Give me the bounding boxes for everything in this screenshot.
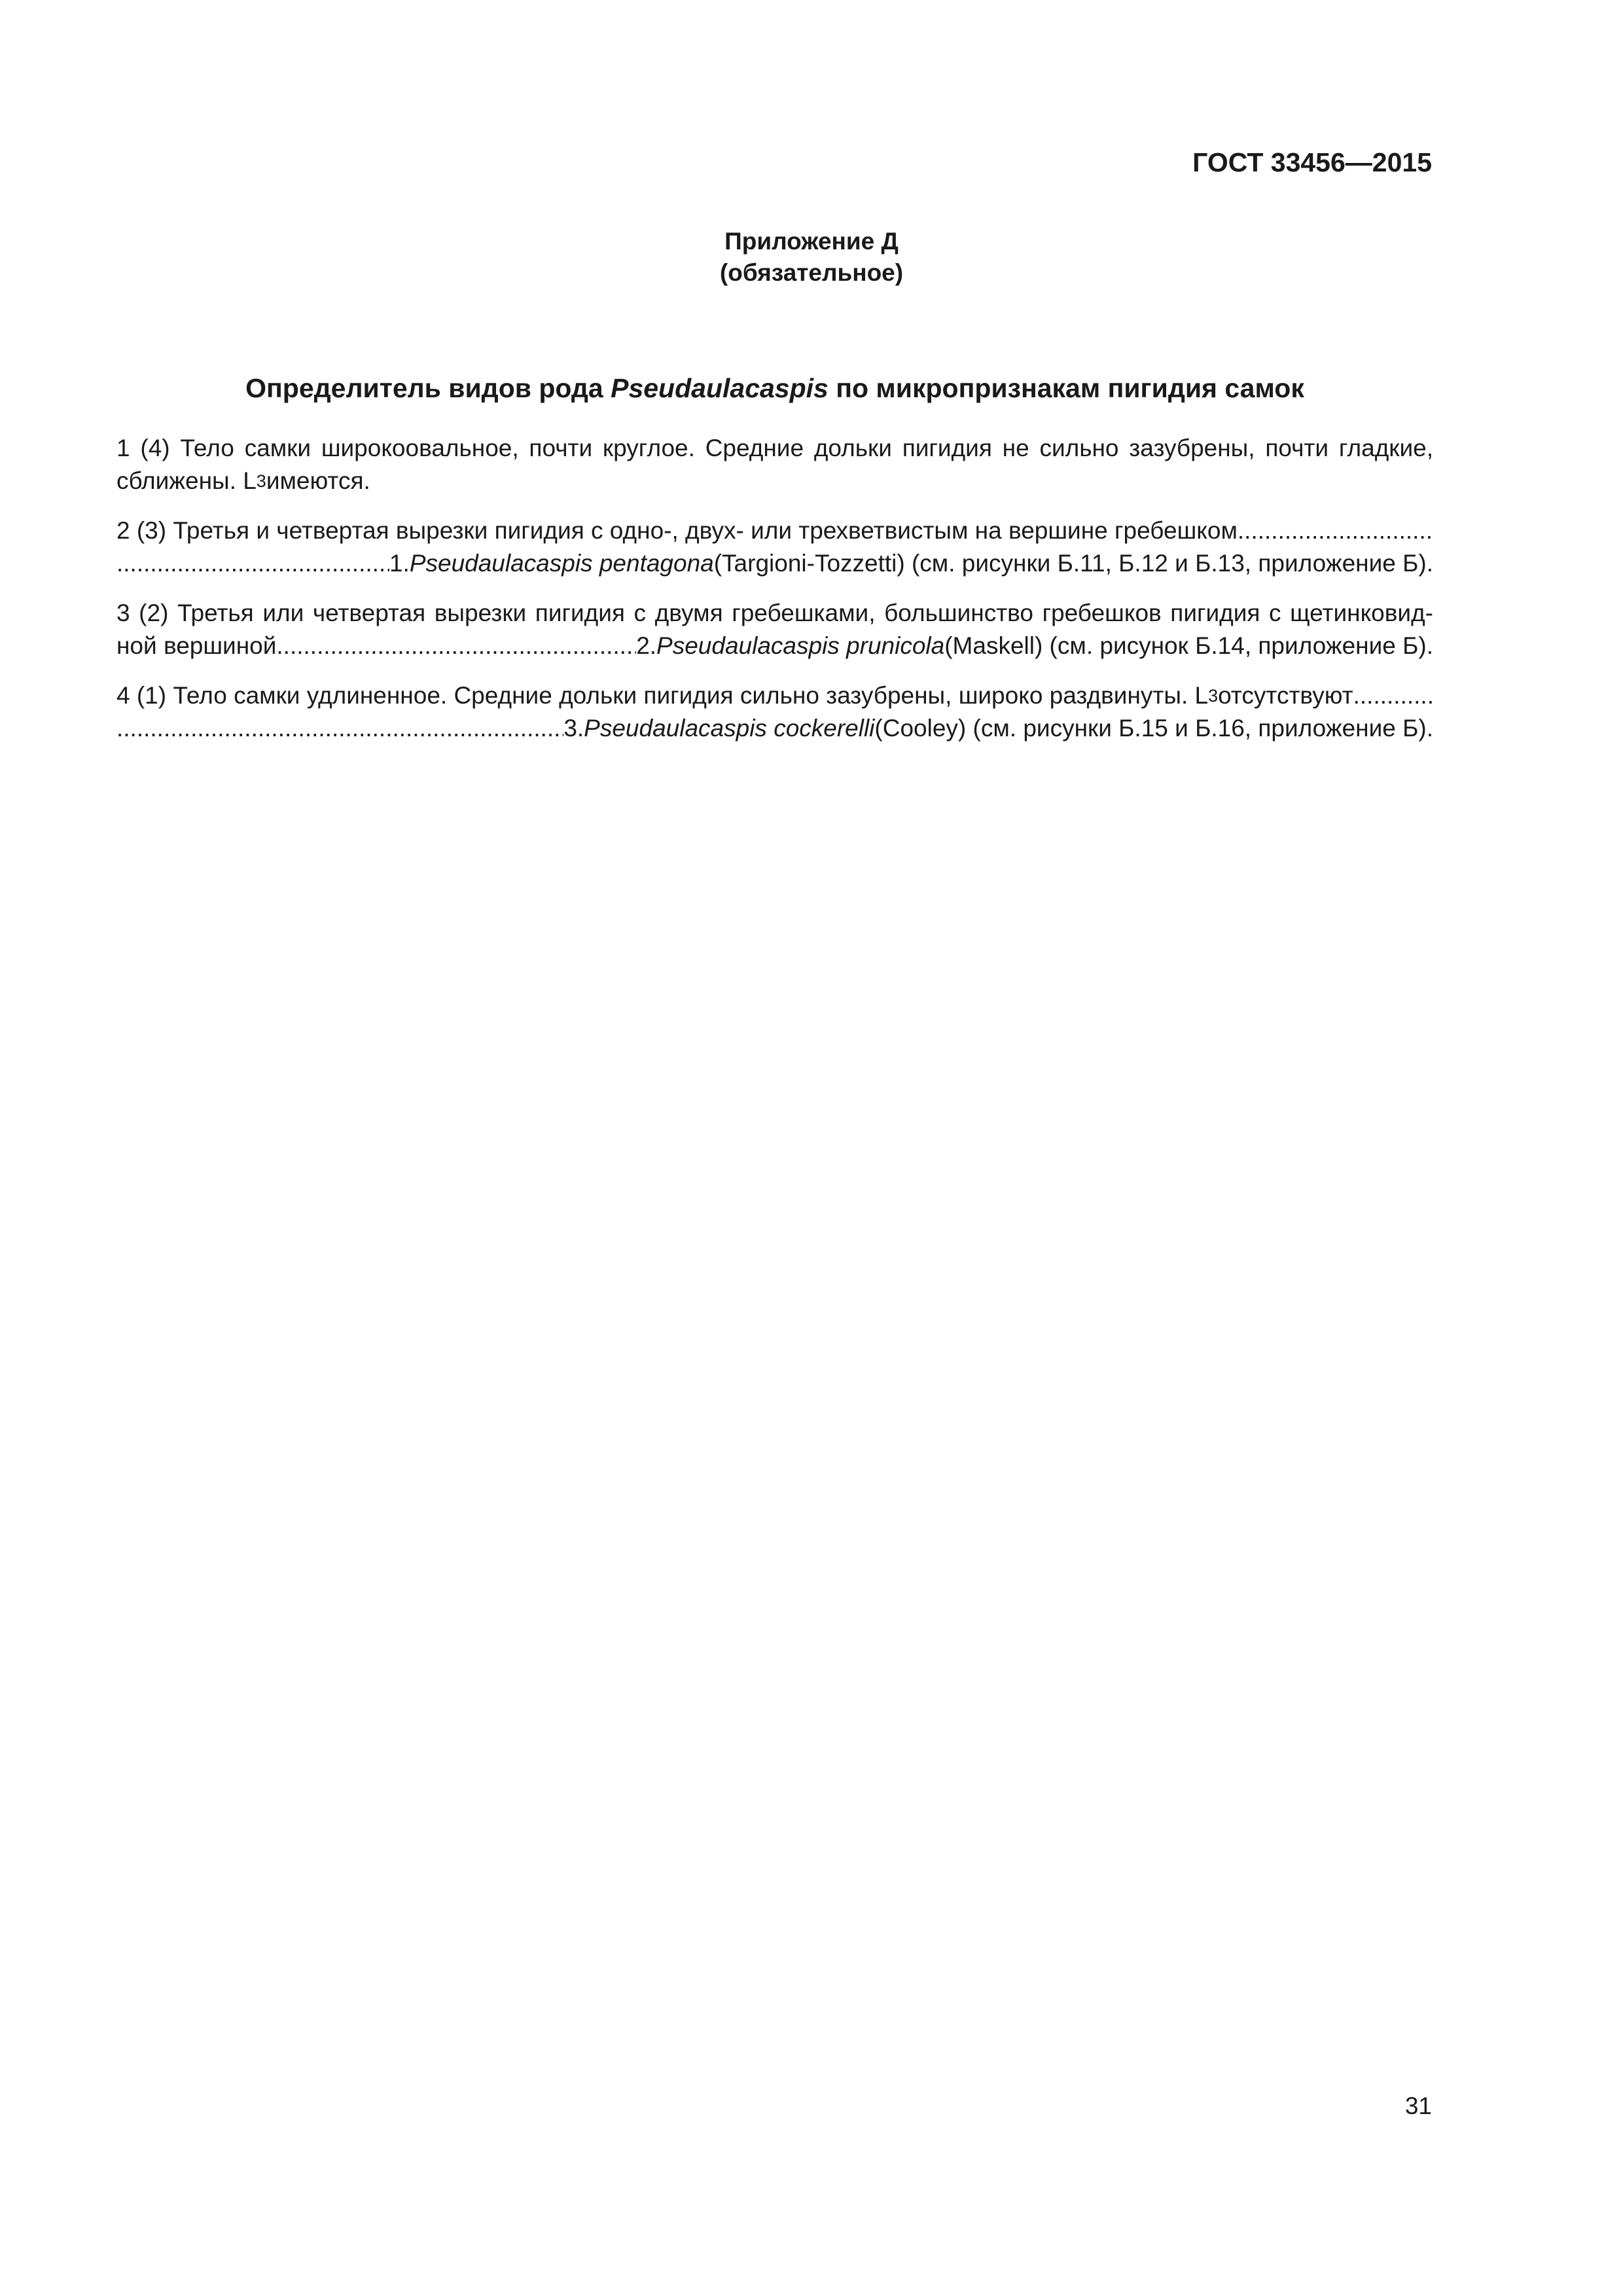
key-item-2 [116, 514, 1433, 580]
key-item-4 [116, 679, 1433, 745]
title-text-before: Определитель видов рода [245, 373, 611, 403]
key-item-1 [116, 432, 1433, 497]
annex-status: (обязательное) [719, 259, 904, 286]
key-item-2-line-2: ..... 1. Pseudaulacaspis pentagona (Targioni-Tozzetti) (см. рисунки Б.11, Б.12 и Б.13, приложение Б). [116, 547, 1433, 580]
species-name: Pseudaulacaspis prunicola [656, 632, 945, 659]
key-item-3-line-1: 3 (2) Третья или четвертая вырезки пигидия с двумя гребешками, большинство гребешков пигидия с щетинковид- [116, 600, 1433, 626]
annex-heading [0, 226, 1623, 289]
page-number: 31 [1404, 2092, 1432, 2119]
key-item-2-line-1: 2 (3) Третья и четвертая вырезки пигидия с одно-, двух- или трехветвистым на вершине гребешком ..... [116, 514, 1433, 547]
leader-dots [1238, 514, 1433, 547]
key-item-1-line-2: сближены. L 3 имеются. [116, 467, 370, 494]
title-text-after: по микропризнакам пигидия самок [828, 373, 1304, 403]
leader-dots [276, 630, 636, 662]
key-item-3 [116, 597, 1433, 662]
annex-title: Приложение Д [724, 228, 899, 255]
key-item-3-line-2: ной вершиной ..... 2. Pseudaulacaspis prunicola (Maskell) (см. рисунок Б.14, приложение Б). [116, 630, 1433, 662]
title-genus: Pseudaulacaspis [611, 373, 829, 403]
key-title [116, 373, 1433, 404]
document-id: ГОСТ 33456—2015 [1192, 147, 1432, 177]
species-name: Pseudaulacaspis cockerelli [584, 715, 875, 742]
key-item-1-line-1: 1 (4) Тело самки широкоовальное, почти круглое. Средние дольки пигидия не сильно зазубрены, почти гладкие, [116, 435, 1433, 461]
leader-dots [116, 712, 563, 745]
species-name: Pseudaulacaspis pentagona [409, 550, 714, 577]
key-item-4-line-2: ..... 3. Pseudaulacaspis cockerelli (Cooley) (см. рисунки Б.15 и Б.16, приложение Б). [116, 712, 1433, 745]
key-item-4-line-1: 4 (1) Тело самки удлиненное. Средние дольки пигидия сильно зазубрены, широко раздвинуты. L 3 отсутствуют ..... [116, 679, 1433, 712]
leader-dots [1353, 679, 1433, 712]
leader-dots [116, 547, 389, 580]
identification-key [116, 432, 1433, 762]
